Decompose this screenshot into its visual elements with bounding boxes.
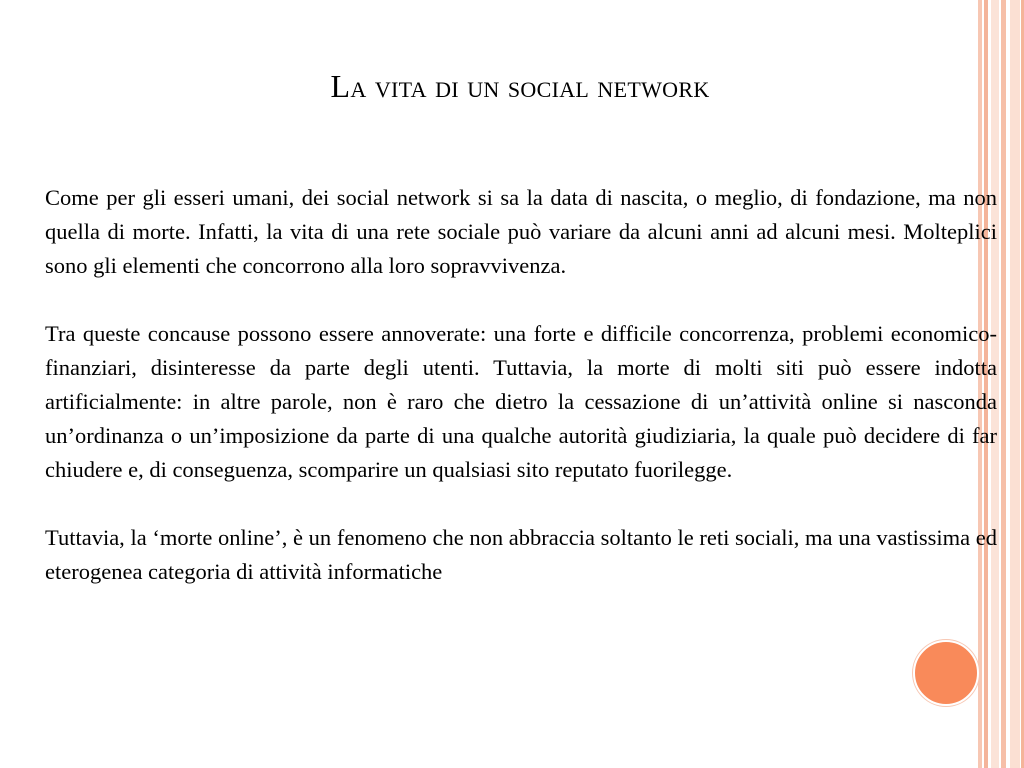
paragraph: Tra queste concause possono essere annoverate: una forte e difficile concorrenza, problemi economico-finanziari, disinteresse da parte degli utenti. Tuttavia, la morte di molti siti può essere indotta artificialmente: in altre parole, non è raro che dietro la cessazione di un’attività online si nasconda un’ordinanza o un’imposizione da parte di una qualche autorità giudiziaria, la quale può decidere di far chiudere e, di conseguenza, scomparire un qualsiasi sito reputato fuorilegge.	[45, 321, 997, 482]
decorative-circle	[913, 640, 979, 706]
decorative-stripe	[1010, 0, 1020, 768]
decorative-stripe	[1001, 0, 1006, 768]
paragraph: Come per gli esseri umani, dei social network si sa la data di nascita, o meglio, di fondazione, ma non quella di morte. Infatti, la vita di una rete sociale può variare da alcuni anni ad alcuni mesi. Molteplici sono gli elementi che concorrono alla loro sopravvivenza.	[45, 185, 997, 278]
slide-body	[45, 181, 997, 589]
paragraph: Tuttavia, la ‘morte online’, è un fenomeno che non abbraccia soltanto le reti sociali, ma una vastissima ed eterogenea categoria di attività informatiche	[45, 525, 997, 584]
slide-title: La vita di un social network	[330, 68, 710, 104]
